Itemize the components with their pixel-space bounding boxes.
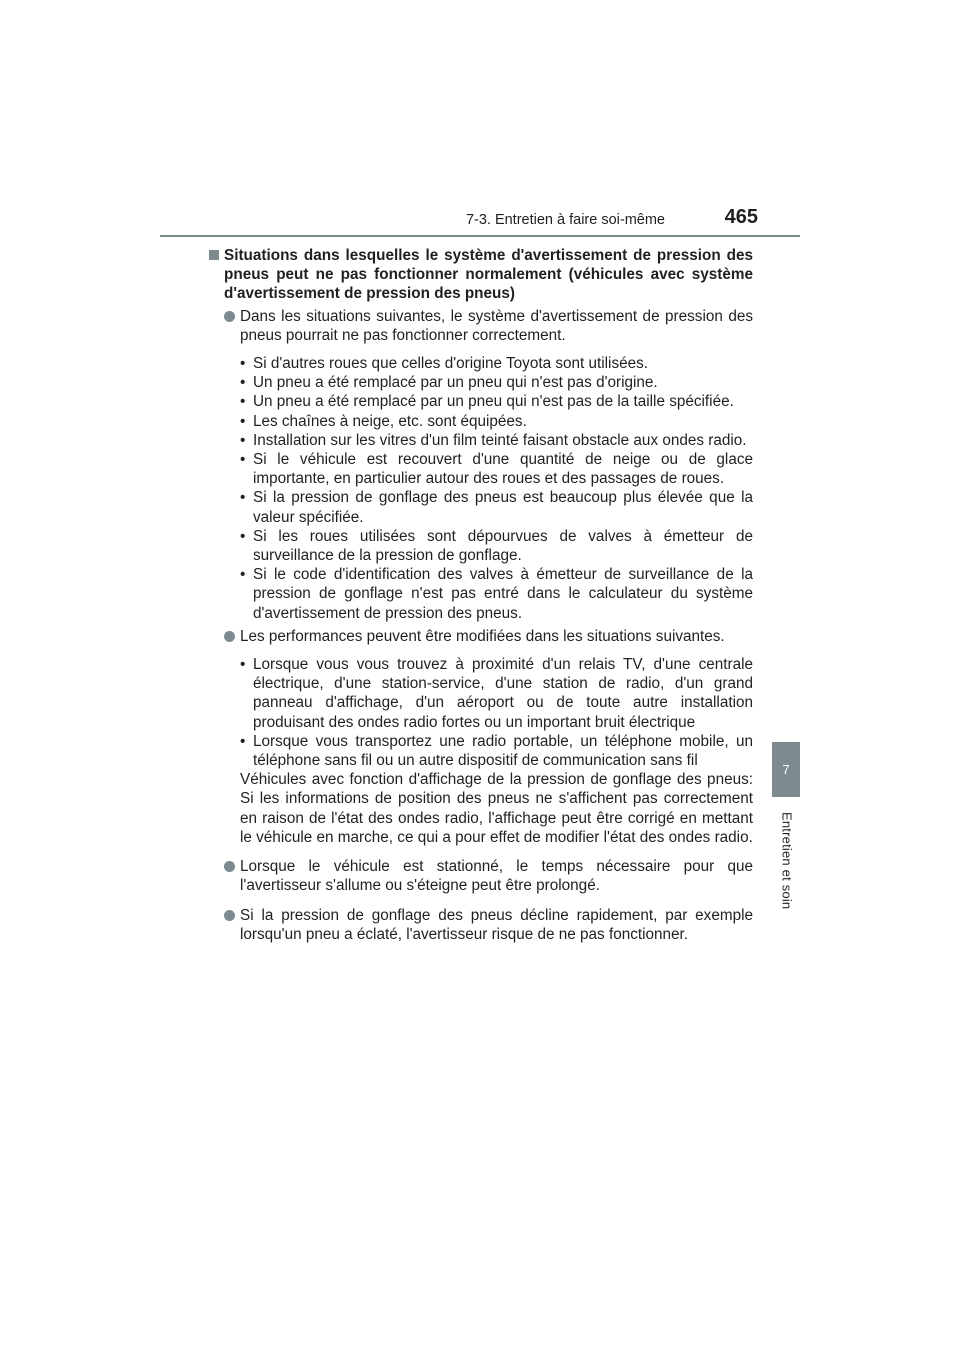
page-number: 465 [724, 206, 758, 228]
sub-list [208, 354, 753, 623]
circle-bullet-icon [224, 910, 235, 921]
bullet-text: Les performances peuvent être modifiées dans les situations suivantes. [240, 627, 725, 645]
list-item: • Installation sur les vitres d'un film teinté faisant obstacle aux ondes radio. [240, 431, 747, 449]
bullet-dot-icon: • [240, 374, 246, 392]
list-item: • Si le véhicule est recouvert d'une quantité de neige ou de glace importante, en particulier autour des roues et des passages de roues. [240, 451, 753, 488]
circle-bullet-icon [224, 861, 235, 872]
sub-list [208, 655, 753, 770]
list-item: • Si d'autres roues que celles d'origine Toyota sont utilisées. [240, 355, 649, 373]
list-item: • Un pneu a été remplacé par un pneu qui n'est pas de la taille spécifiée. [240, 393, 734, 411]
bullet-dot-icon: • [240, 732, 246, 750]
bullet-text: Lorsque le véhicule est stationné, le temps nécessaire pour que l'avertisseur s'allume ou s'éteigne peut être prolongé. [240, 858, 753, 895]
bullet-text: Dans les situations suivantes, le système d'avertissement de pression des pneus pourrait ne pas fonctionner correctement. [240, 307, 753, 344]
bullet-dot-icon: • [240, 451, 246, 469]
bullet-dot-icon: • [240, 527, 246, 545]
chapter-tab: 7 [772, 742, 800, 797]
main-content [208, 246, 753, 949]
list-item: • Les chaînes à neige, etc. sont équipées. [240, 412, 527, 430]
bullet-paragraph [208, 906, 753, 944]
note-paragraph: Véhicules avec fonction d'affichage de la pression de gonflage des pneus: Si les informations de position des pneus ne s'affichent pas correctement en raison de l'état des ondes radio, l'affichage peut être corrigé en mettant le véhicule en marche, ce qui a pour effet de modifier l'état des ondes radio. [240, 771, 753, 846]
bullet-dot-icon: • [240, 489, 246, 507]
list-item: • Si la pression de gonflage des pneus est beaucoup plus élevée que la valeur spécifiée. [240, 489, 753, 526]
list-item: • Si le code d'identification des valves à émetteur de surveillance de la pression de gonflage n'est pas entré dans le calculateur du système d'avertissement de pression des pneus. [240, 566, 753, 622]
bullet-dot-icon: • [240, 393, 246, 411]
bullet-dot-icon: • [240, 431, 246, 449]
page-header [160, 198, 800, 236]
list-item: • Lorsque vous transportez une radio portable, un téléphone mobile, un téléphone sans fil ou un autre dispositif de communication sans fil [240, 732, 753, 770]
header-divider [160, 235, 800, 237]
square-bullet-icon [209, 250, 219, 260]
section-heading-text: Situations dans lesquelles le système d'avertissement de pression des pneus peut ne pas fonctionner normalement (véhicules avec système d'avertissement de pression des pneus) [224, 247, 753, 303]
bullet-text: Si la pression de gonflage des pneus décline rapidement, par exemple lorsqu'un pneu a éclaté, l'avertisseur risque de ne pas fonctionner. [240, 906, 753, 943]
list-item: • Lorsque vous vous trouvez à proximité d'un relais TV, d'une centrale électrique, d'une station-service, d'une station de radio, d'un grand panneau d'affichage, d'un aéroport ou de toute autre installation produisant des ondes radio fortes ou un important bruit électrique [240, 656, 753, 731]
list-item: • Un pneu a été remplacé par un pneu qui n'est pas d'origine. [240, 374, 658, 392]
circle-bullet-icon [224, 631, 235, 642]
circle-bullet-icon [224, 311, 235, 322]
bullet-dot-icon: • [240, 355, 246, 373]
bullet-dot-icon: • [240, 656, 246, 674]
bullet-dot-icon: • [240, 566, 246, 584]
bullet-paragraph [208, 857, 753, 895]
bullet-paragraph [208, 307, 753, 345]
bullet-dot-icon: • [240, 412, 246, 430]
section-title: 7-3. Entretien à faire soi-même [465, 212, 665, 228]
chapter-title: Entretien et soin [779, 812, 795, 910]
section-heading [208, 246, 753, 304]
bullet-paragraph [208, 627, 753, 646]
list-item: • Si les roues utilisées sont dépourvues de valves à émetteur de surveillance de la pression de gonflage. [240, 527, 753, 565]
